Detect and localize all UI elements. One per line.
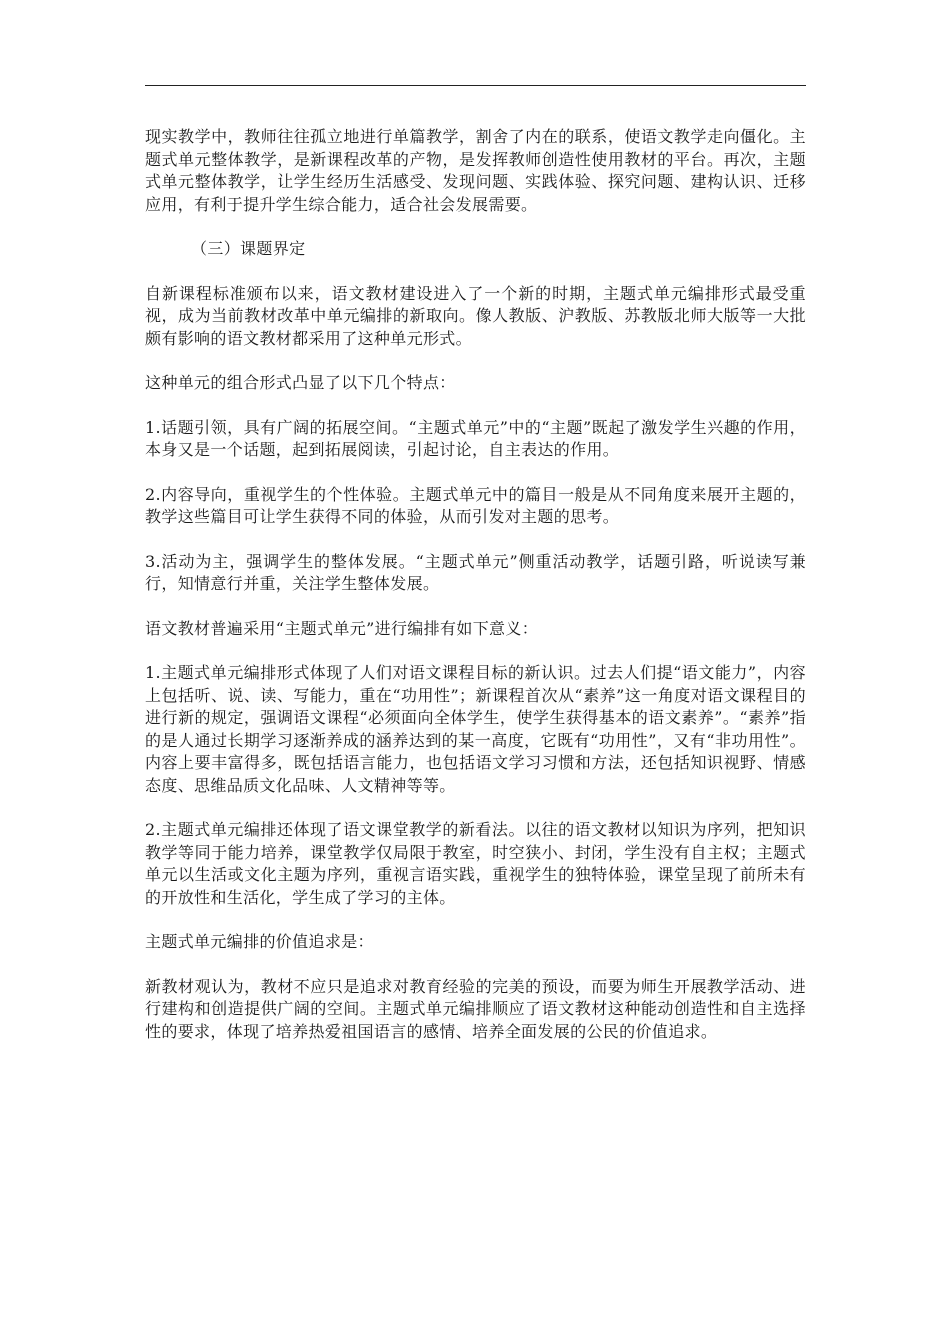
paragraph-feature-1: 1.话题引领，具有广阔的拓展空间。“主题式单元”中的“主题”既起了激发学生兴趣的作用，本身又是一个话题，起到拓展阅读，引起讨论，自主表达的作用。 (145, 417, 806, 459)
paragraph-value-pursuit: 新教材观认为，教材不应只是追求对教育经验的完美的预设，而要为师生开展教学活动、进行建构和创造提供广阔的空间。主题式单元编排顺应了语文教材这种能动创造性和自主选择性的要求，体现了培养热爱祖国语言的感情、培养全面发展的公民的价值追求。 (145, 976, 806, 1041)
paragraph-significance-2: 2.主题式单元编排还体现了语文课堂教学的新看法。以往的语文教材以知识为序列，把知识教学等同于能力培养，课堂教学仅局限于教室，时空狭小、封闭，学生没有自主权；主题式单元以生活或文化主题为序列，重视言语实践，重视学生的独特体验，课堂呈现了前所未有的开放性和生活化，学生成了学习的主体。 (145, 820, 806, 907)
section-heading-topic-definition: （三）课题界定 (191, 239, 306, 258)
document-body (145, 126, 806, 1065)
paragraph-significance-1: 1.主题式单元编排形式体现了人们对语文课程目标的新认识。过去人们提“语文能力”，内容上包括听、说、读、写能力，重在“功用性”；新课程首次从“素养”这一角度对语文课程目的进行新的规定，强调语文课程“必须面向全体学生，使学生获得基本的语文素养”。“素养”指的是人通过长期学习逐渐养成的涵养达到的某一高度，它既有“功用性”，又有“非功用性”。内容上要丰富得多，既包括语言能力，也包括语文学习习惯和方法，还包括知识视野、情感态度、思维品质文化品味、人文精神等等。 (145, 663, 806, 795)
paragraph-curriculum-standards: 自新课程标准颁布以来，语文教材建设进入了一个新的时期，主题式单元编排形式最受重视，成为当前教材改革中单元编排的新取向。像人教版、沪教版、苏教版北师大版等一大批颇有影响的语文教材都采用了这种单元形式。 (145, 283, 806, 348)
paragraph-feature-3: 3.活动为主，强调学生的整体发展。“主题式单元”侧重活动教学，话题引路，听说读写兼行，知情意行并重，关注学生整体发展。 (145, 551, 806, 593)
paragraph-feature-2: 2.内容导向，重视学生的个性体验。主题式单元中的篇目一般是从不同角度来展开主题的，教学这些篇目可让学生获得不同的体验，从而引发对主题的思考。 (145, 484, 806, 526)
header-rule (145, 85, 806, 86)
paragraph-significance-intro: 语文教材普遍采用“主题式单元”进行编排有如下意义： (145, 618, 539, 638)
paragraph-teaching-reality: 现实教学中，教师往往孤立地进行单篇教学，割舍了内在的联系，使语文教学走向僵化。主题式单元整体教学，是新课程改革的产物，是发挥教师创造性使用教材的平台。再次，主题式单元整体教学，让学生经历生活感受、发现问题、实践体验、探究问题、建构认识、迁移应用，有利于提升学生综合能力，适合社会发展需要。 (145, 127, 806, 214)
paragraph-features-intro: 这种单元的组合形式凸显了以下几个特点： (145, 373, 456, 392)
paragraph-value-intro: 主题式单元编排的价值追求是： (145, 932, 374, 951)
